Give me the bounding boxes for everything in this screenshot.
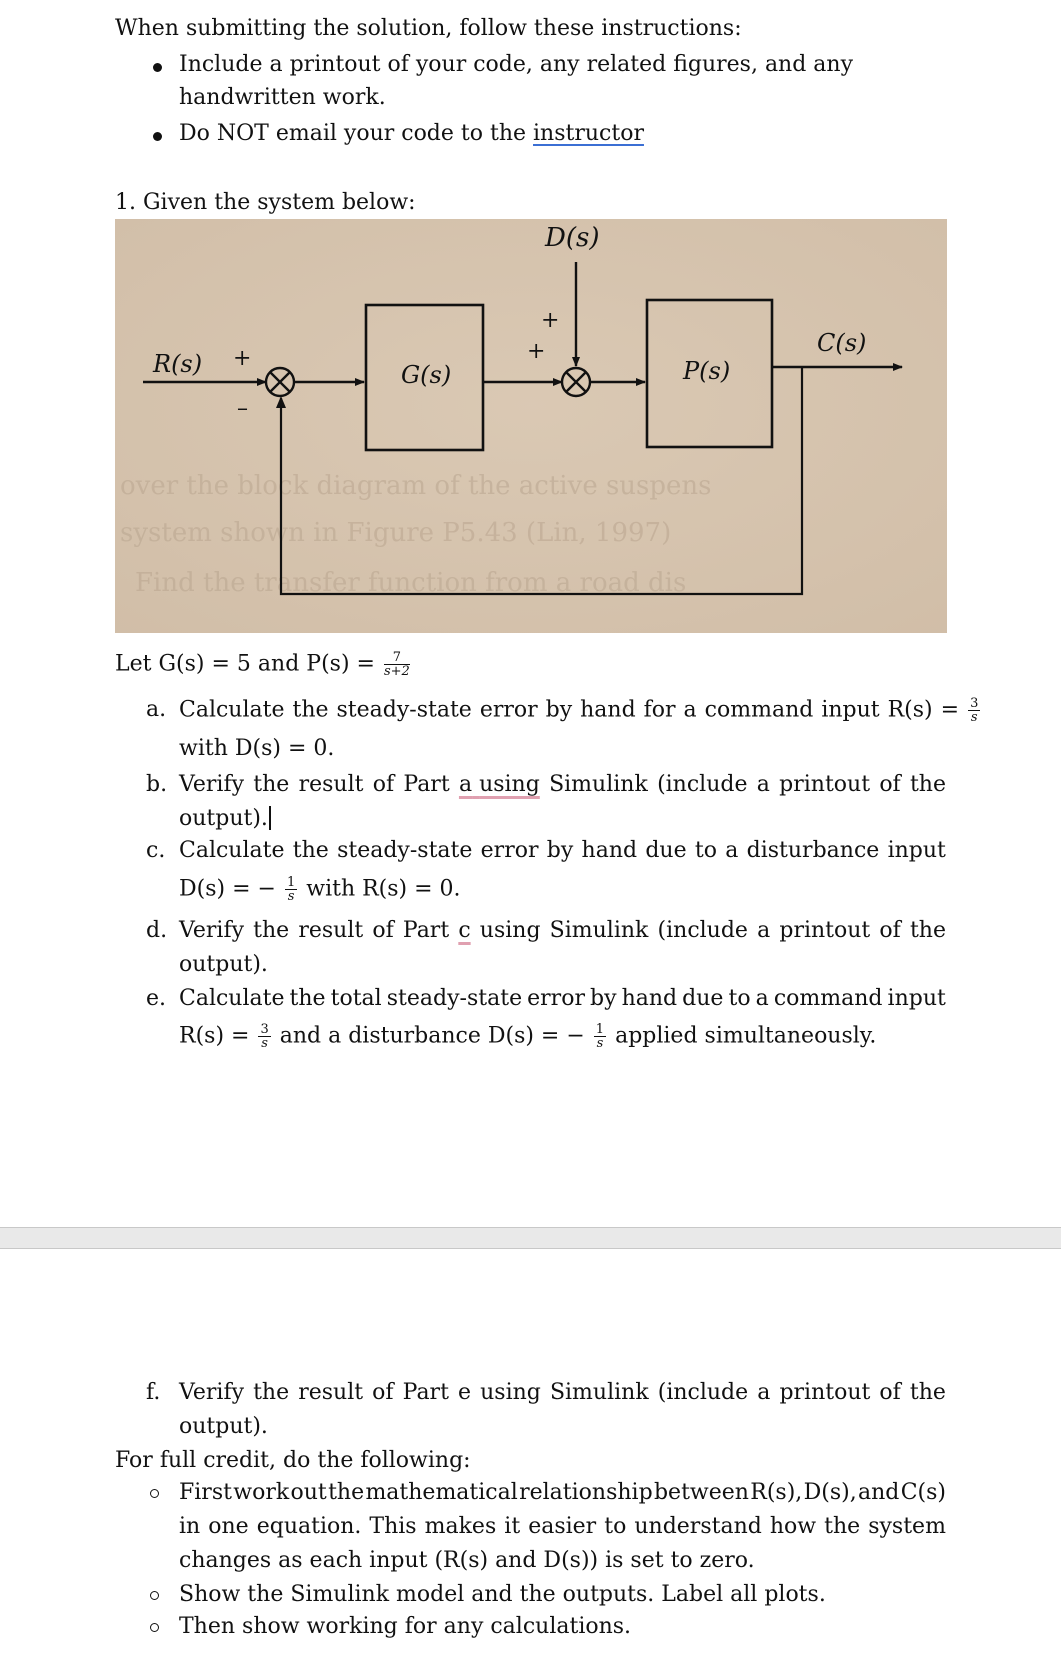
part-a-line2: with D(s) = 0. xyxy=(179,736,335,761)
instructions-heading: When submitting the solution, follow these instructions: xyxy=(115,16,742,41)
word: understand xyxy=(634,1514,762,1539)
word: hand xyxy=(621,986,678,1011)
word: a xyxy=(725,838,739,863)
word: to xyxy=(604,1514,627,1539)
word: a xyxy=(757,1380,771,1405)
d-plus: + xyxy=(541,308,560,333)
word: the xyxy=(292,838,329,863)
credit-item2: Show the Simulink model and the outputs. Label all plots. xyxy=(179,1582,826,1607)
let-line xyxy=(115,651,412,678)
feedback-minus: – xyxy=(237,396,248,421)
word: c xyxy=(458,918,471,943)
word: R(s), xyxy=(750,1480,803,1505)
word: by xyxy=(590,986,617,1011)
word: out xyxy=(290,1480,327,1505)
word: Calculate xyxy=(179,986,285,1011)
a-frac-den: s xyxy=(970,710,978,725)
word: (include xyxy=(657,918,748,943)
part-b-output: output). xyxy=(179,806,268,831)
part-c-line1 xyxy=(179,838,946,863)
g-plus: + xyxy=(527,339,546,364)
word: makes xyxy=(424,1514,497,1539)
c-frac-num: 1 xyxy=(286,875,296,890)
c-frac-den: s xyxy=(287,889,295,904)
e-middle: and a disturbance D(s) = − xyxy=(279,1023,585,1049)
word: Simulink xyxy=(549,772,648,797)
e-frac2-den: s xyxy=(596,1036,604,1051)
credit-item3: Then show working for any calculations. xyxy=(179,1614,632,1639)
bullet2-text: Do NOT email your code to the xyxy=(179,121,527,146)
word: result xyxy=(298,772,364,797)
word: mathematical xyxy=(365,1480,518,1505)
word: Verify xyxy=(179,918,245,943)
bullet1-line1: Include a printout of your code, any related figures, and any xyxy=(179,52,854,77)
word: hand xyxy=(581,838,638,863)
block-diagram xyxy=(115,219,947,633)
part-e-line1 xyxy=(179,986,946,1011)
word: of xyxy=(879,1380,901,1405)
word: Part xyxy=(402,1380,449,1405)
word: easier xyxy=(528,1514,597,1539)
word: input xyxy=(887,986,946,1011)
bullet-marker xyxy=(150,1489,159,1498)
part-a-label: a. xyxy=(146,697,167,722)
word: work xyxy=(233,1480,290,1505)
part-f-line2: output). xyxy=(179,1414,268,1439)
word: of xyxy=(372,1380,394,1405)
svg-text:over the block diagram of the: over the block diagram of the active suspens xyxy=(120,471,712,501)
word: and xyxy=(858,1480,900,1505)
e-prefix: R(s) = xyxy=(179,1023,250,1049)
word: e xyxy=(458,1380,472,1405)
p-num: 7 xyxy=(384,651,410,665)
word: (include xyxy=(657,1380,749,1405)
word: due xyxy=(645,838,687,863)
word: printout xyxy=(779,918,871,943)
e-frac2-num: 1 xyxy=(595,1022,605,1037)
word: in xyxy=(179,1514,201,1539)
word: the xyxy=(824,1514,861,1539)
word: of xyxy=(372,772,395,797)
bullet-marker xyxy=(150,1591,159,1600)
word: of xyxy=(879,918,901,943)
word: by xyxy=(546,838,574,863)
word: C(s) xyxy=(900,1480,946,1505)
p-den: s+2 xyxy=(383,664,410,679)
c-suffix: with R(s) = 0. xyxy=(306,876,461,902)
r-plus: + xyxy=(233,346,252,371)
word: to xyxy=(728,986,751,1011)
word: D(s), xyxy=(803,1480,857,1505)
word: Verify xyxy=(179,1380,245,1405)
c-label: C(s) xyxy=(817,329,867,357)
word: one xyxy=(208,1514,249,1539)
e-fraction-2 xyxy=(594,1023,606,1050)
word: input xyxy=(887,838,946,863)
part-c-line2 xyxy=(179,876,461,903)
credit-item1-line3: changes as each input (R(s) and D(s)) is set to zero. xyxy=(179,1548,755,1573)
svg-text:Find the transfer function fro: Find the transfer function from a road dis xyxy=(135,568,687,598)
word: between xyxy=(653,1480,749,1505)
word: the xyxy=(909,772,946,797)
word: Part xyxy=(402,918,450,943)
word: steady-state xyxy=(337,838,473,863)
word: error xyxy=(480,838,539,863)
word: printout xyxy=(779,1380,871,1405)
a-frac-num: 3 xyxy=(970,696,979,711)
word: relationship xyxy=(519,1480,653,1505)
part-e-line2 xyxy=(179,1023,876,1050)
part-b-line2 xyxy=(179,806,271,831)
g-label: G(s) xyxy=(401,361,452,389)
credit-item1-line2 xyxy=(179,1514,946,1539)
word: total xyxy=(330,986,382,1011)
word: Simulink xyxy=(549,1380,649,1405)
word: result xyxy=(298,1380,364,1405)
word: error xyxy=(527,986,585,1011)
word: the xyxy=(253,1380,290,1405)
part-c-label: c. xyxy=(146,838,166,863)
bullet-marker xyxy=(150,1623,159,1632)
part-d-label: d. xyxy=(146,918,168,943)
part-a-line1 xyxy=(179,697,982,724)
word: the xyxy=(289,986,326,1011)
word: of xyxy=(372,918,394,943)
part-d-line2: output). xyxy=(179,952,268,977)
part-b-line1 xyxy=(179,772,946,797)
word: Part xyxy=(403,772,450,797)
word: system xyxy=(868,1514,946,1539)
word: equation. xyxy=(256,1514,362,1539)
d-label: D(s) xyxy=(545,223,600,253)
word: the xyxy=(328,1480,365,1505)
e-suffix: applied simultaneously. xyxy=(615,1023,877,1049)
word: result xyxy=(298,918,364,943)
bullet2 xyxy=(179,121,644,146)
word: First xyxy=(179,1480,232,1505)
word: a xyxy=(757,918,771,943)
word: using xyxy=(480,1380,541,1405)
word: disturbance xyxy=(746,838,880,863)
part-b-label: b. xyxy=(146,772,168,797)
word: the xyxy=(909,918,946,943)
bullet1-line2: handwritten work. xyxy=(179,85,386,110)
credit-heading: For full credit, do the following: xyxy=(115,1448,471,1473)
word: Calculate xyxy=(179,838,285,863)
part-f-line1 xyxy=(179,1380,946,1405)
word: the xyxy=(253,918,290,943)
part-f-label: f. xyxy=(146,1380,161,1405)
svg-text:system shown in Figure P5.43 (: system shown in Figure P5.43 (Lin, 1997) xyxy=(120,518,672,548)
part-d-line1 xyxy=(179,918,946,943)
let-prefix: Let G(s) = 5 and P(s) = xyxy=(115,651,375,677)
r-label: R(s) xyxy=(153,350,203,378)
e-frac1-den: s xyxy=(261,1036,268,1051)
word: a using xyxy=(458,772,540,797)
instructor-link[interactable]: instructor xyxy=(533,121,644,146)
word: how xyxy=(769,1514,817,1539)
problem-heading: 1. Given the system below: xyxy=(115,190,416,215)
a-fraction xyxy=(968,697,980,724)
page-break-divider xyxy=(0,1227,1061,1249)
word: the xyxy=(253,772,290,797)
word: This xyxy=(369,1514,417,1539)
part-a-text: Calculate the steady-state error by hand for a command input R(s) = xyxy=(179,697,960,723)
word: to xyxy=(694,838,717,863)
word: printout xyxy=(779,772,871,797)
part-e-label: e. xyxy=(146,986,167,1011)
text-cursor xyxy=(269,806,271,830)
word: Verify xyxy=(179,772,245,797)
word: it xyxy=(504,1514,521,1539)
p-fraction xyxy=(384,651,410,678)
word: due xyxy=(682,986,724,1011)
c-prefix: D(s) = − xyxy=(179,876,276,902)
word: the xyxy=(909,1380,946,1405)
word: a xyxy=(756,772,770,797)
word: (include xyxy=(657,772,748,797)
credit-item1-line1 xyxy=(179,1480,946,1505)
word: command xyxy=(773,986,883,1011)
word: of xyxy=(879,772,901,797)
e-frac1-num: 3 xyxy=(260,1022,269,1037)
bullet-marker xyxy=(153,63,162,72)
e-fraction-1 xyxy=(258,1023,270,1050)
c-fraction xyxy=(285,876,297,903)
word: steady-state xyxy=(386,986,523,1011)
p-label: P(s) xyxy=(683,357,731,385)
word: a xyxy=(755,986,769,1011)
bullet-marker xyxy=(153,132,162,141)
word: Simulink xyxy=(549,918,649,943)
word: using xyxy=(479,918,541,943)
